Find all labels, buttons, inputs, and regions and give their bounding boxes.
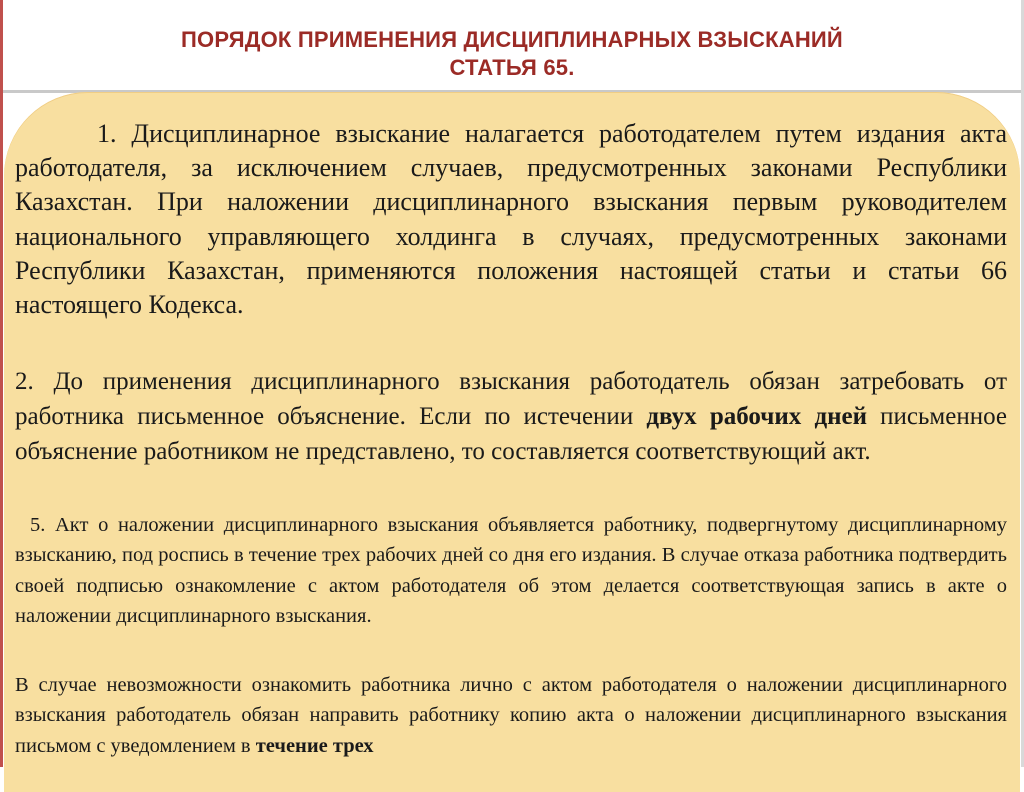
left-accent-rule: [0, 0, 3, 767]
paragraph-2: [15, 364, 1007, 469]
paragraph-5: 5. Акт о наложении дисциплинарного взыскания объявляется работнику, подвергнутому дисциплинарному взысканию, под роспись в течение трех рабочих дней со дня его издания. В случае отказа работника подтвердить своей подписью ознакомление с актом работодателя об этом делается соответствующая запись в акте о наложении дисциплинарного взыскания.: [15, 514, 1007, 627]
slide-subtitle-line: СТАТЬЯ 65.: [449, 55, 575, 80]
paragraph-2-text-start: 2. До применения дисциплинарного взыскания работодатель обязан затребовать от работника письменное объяснение. Если по истечении: [15, 368, 1007, 430]
paragraph-notice-bold-text: течение трех: [255, 734, 374, 757]
paragraph-1: 1. Дисциплинарное взыскание налагается работодателем путем издания акта работодателя, за исключением случаев, предусмотренных законами Республики Казахстан. При наложении дисциплинарного взыскания первым руководителем национального управляющего холдинга в случаях, предусмотренных законами Республики Казахстан, применяются положения настоящей статьи и статьи 66 настоящего Кодекса.: [15, 119, 1007, 320]
slide-title: [3, 26, 1021, 82]
paragraph-2-text-end: письменное объяснение работником не представлено, то составляется соответствующий акт.: [15, 403, 1008, 465]
slide-header: [3, 0, 1021, 93]
paragraph-2-bold-text: двух рабочих дней: [646, 403, 867, 430]
paragraph-notice: [15, 670, 1007, 761]
paragraph-notice-text: В случае невозможности ознакомить работника лично с актом работодателя о наложении дисциплинарного взыскания работодатель обязан направить работнику копию акта о наложении дисциплинарного взыскания письмом с уведомлением в: [15, 674, 1007, 757]
slide-title-line: ПОРЯДОК ПРИМЕНЕНИЯ ДИСЦИПЛИНАРНЫХ ВЗЫСКАНИЙ: [181, 27, 843, 52]
